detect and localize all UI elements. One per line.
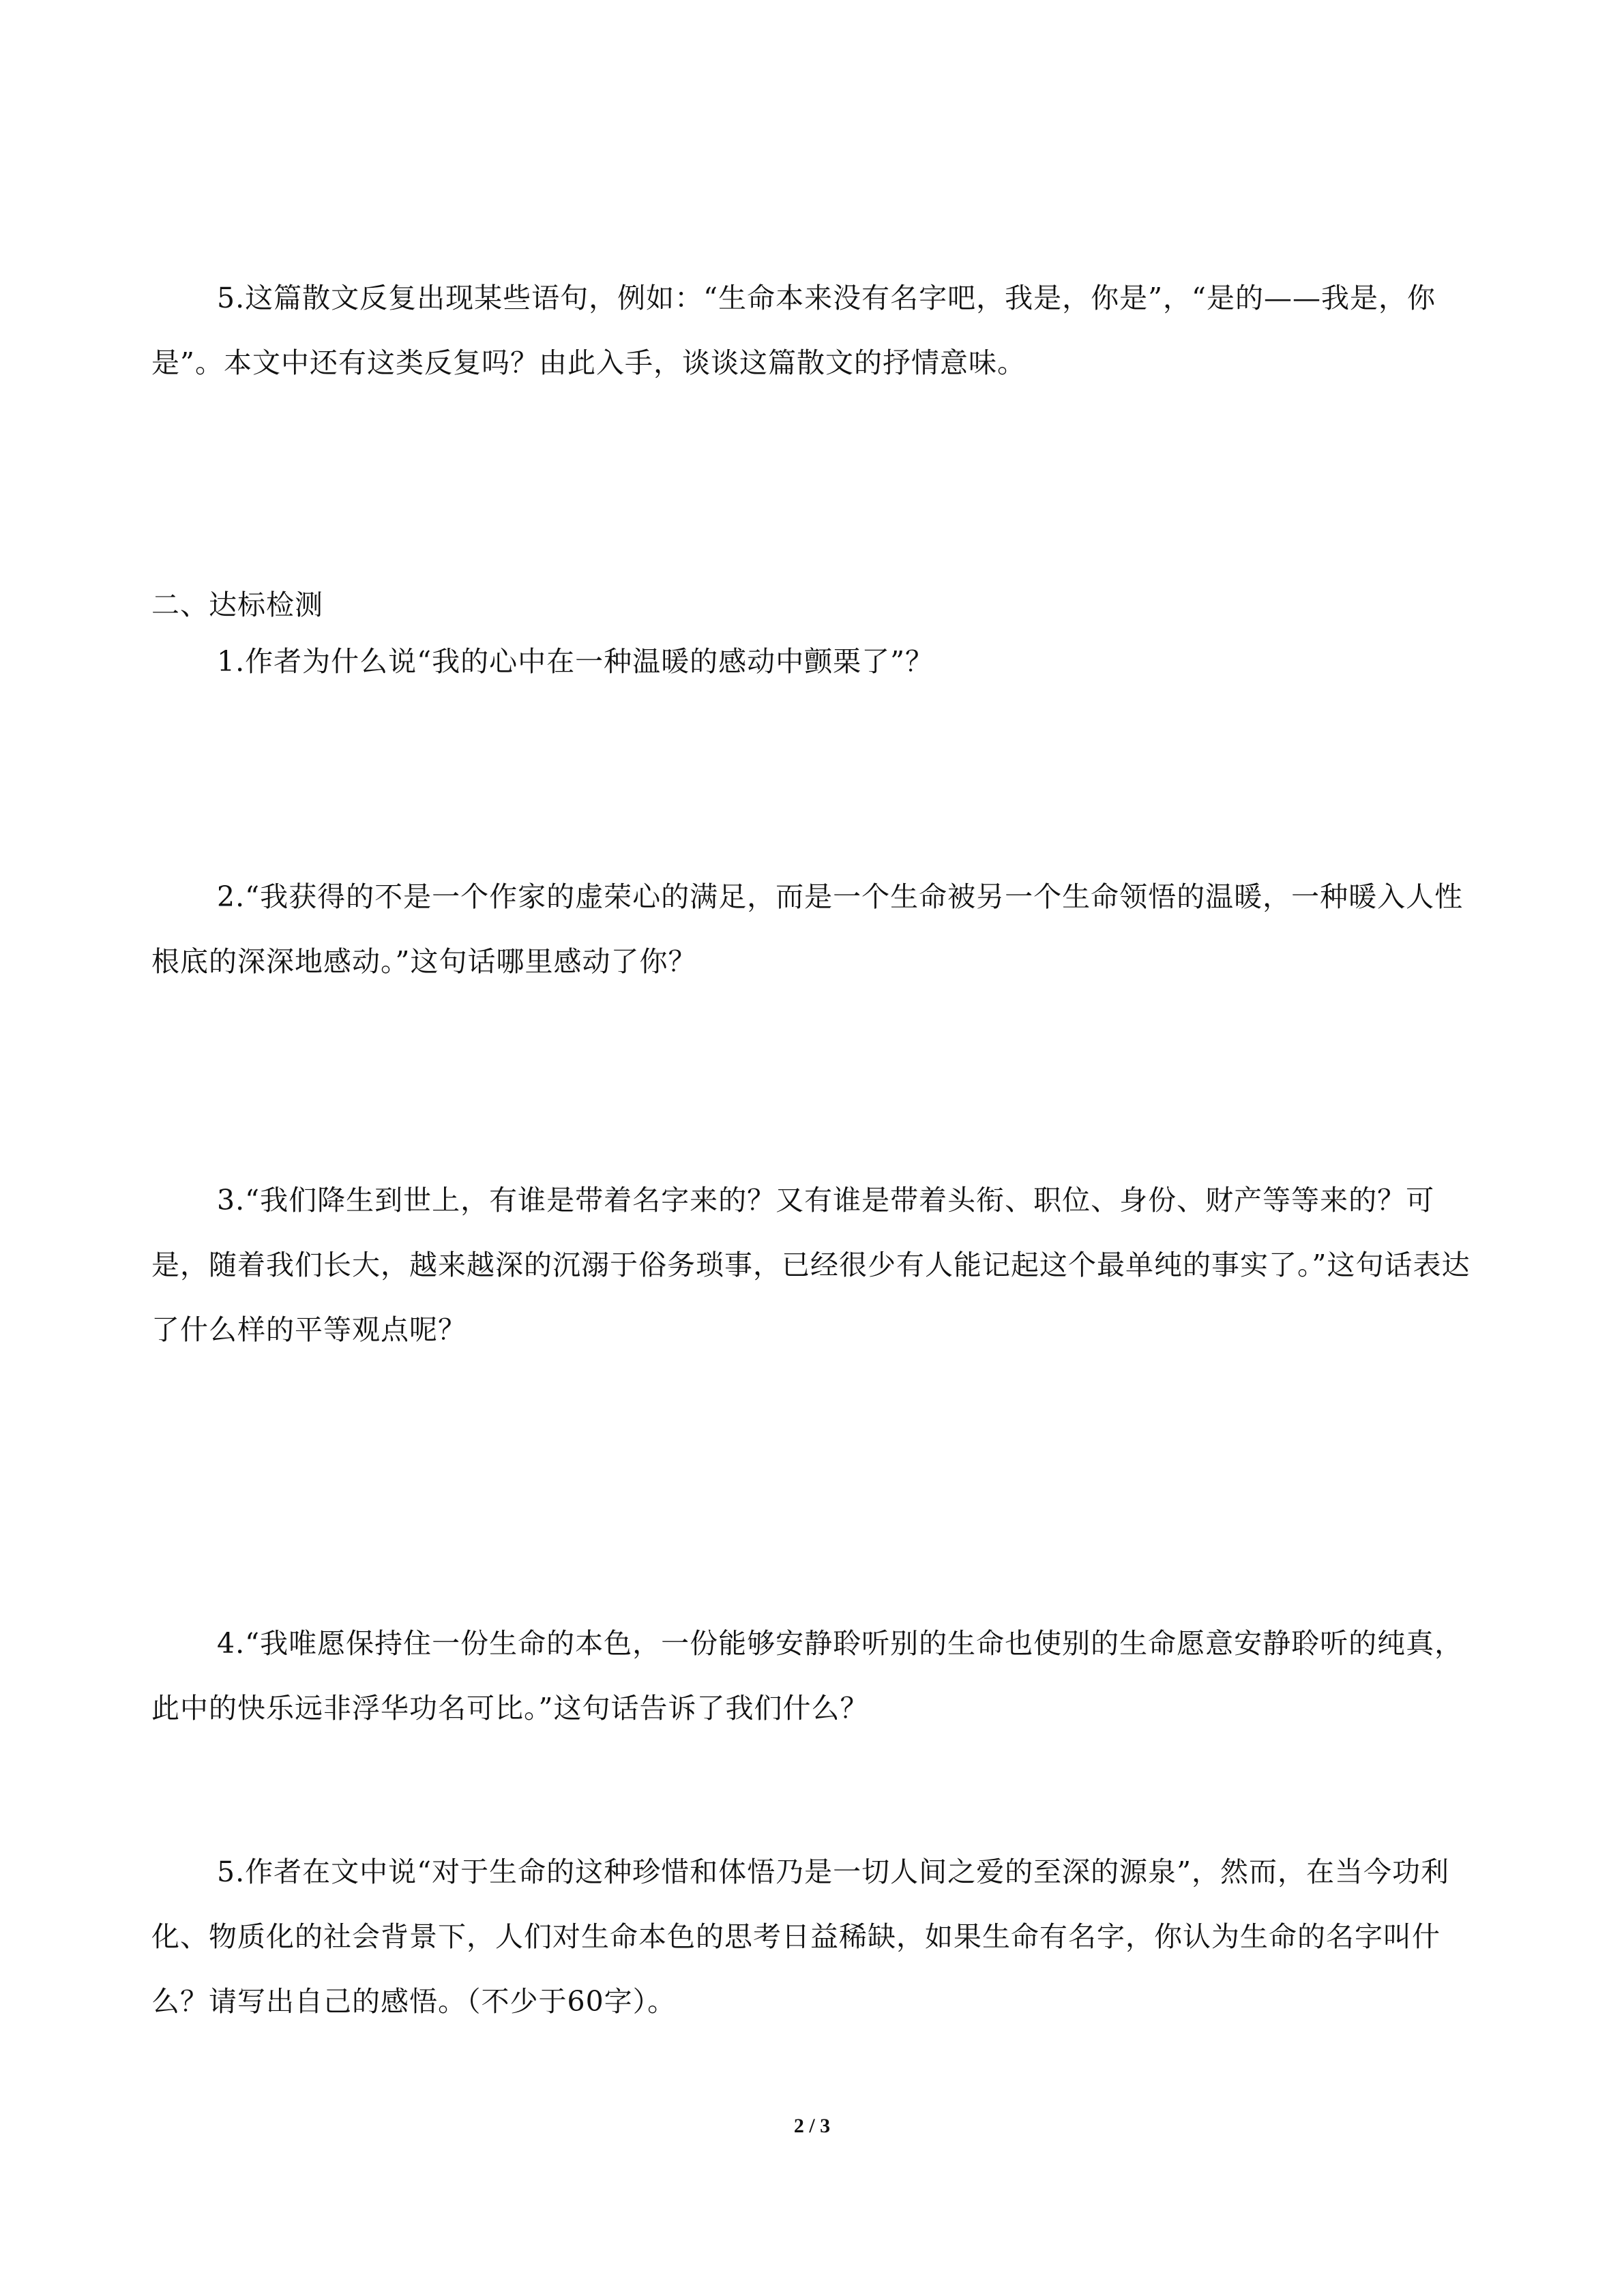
question-2-3: [151, 1168, 1475, 1362]
question-text: 5.作者在文中说“对于生命的这种珍惜和体悟乃是一切人间之爱的至深的源泉”，然而，在当今功利化、物质化的社会背景下，人们对生命本色的思考日益稀缺，如果生命有名字，你认为生命的名字叫什么？请写出自己的感悟。（不少于60字）。: [151, 1855, 1450, 2018]
section-heading: 二、达标检测: [151, 588, 323, 621]
question-2-2: [151, 865, 1475, 994]
question-2-4: [151, 1611, 1475, 1741]
page-number: 2 / 3: [793, 2115, 831, 2137]
question-text: 3.“我们降生到世上，有谁是带着名字来的？又有谁是带着头衔、职位、身份、财产等等来的？可是，随着我们长大，越来越深的沉溺于俗务琐事，已经很少有人能记起这个最单纯的事实了。”这句话表达了什么样的平等观点呢？: [151, 1184, 1471, 1346]
question-text: 2.“我获得的不是一个作家的虚荣心的满足，而是一个生命被另一个生命领悟的温暖，一种暖入人性根底的深深地感动。”这句话哪里感动了你？: [151, 880, 1464, 978]
question-2-1: [151, 629, 1475, 694]
question-text: 1.作者为什么说“我的心中在一种温暖的感动中颤栗了”？: [217, 645, 934, 678]
question-text: 4.“我唯愿保持住一份生命的本色，一份能够安静聆听别的生命也使别的生命愿意安静聆听的纯真，此中的快乐远非浮华功名可比。”这句话告诉了我们什么？: [151, 1627, 1464, 1725]
question-text: 5.这篇散文反复出现某些语句，例如：“生命本来没有名字吧，我是，你是”，“是的——我是，你是”。本文中还有这类反复吗？由此入手，谈谈这篇散文的抒情意味。: [151, 282, 1436, 379]
question-part1-5: [151, 266, 1475, 396]
question-2-5: [151, 1840, 1475, 2034]
